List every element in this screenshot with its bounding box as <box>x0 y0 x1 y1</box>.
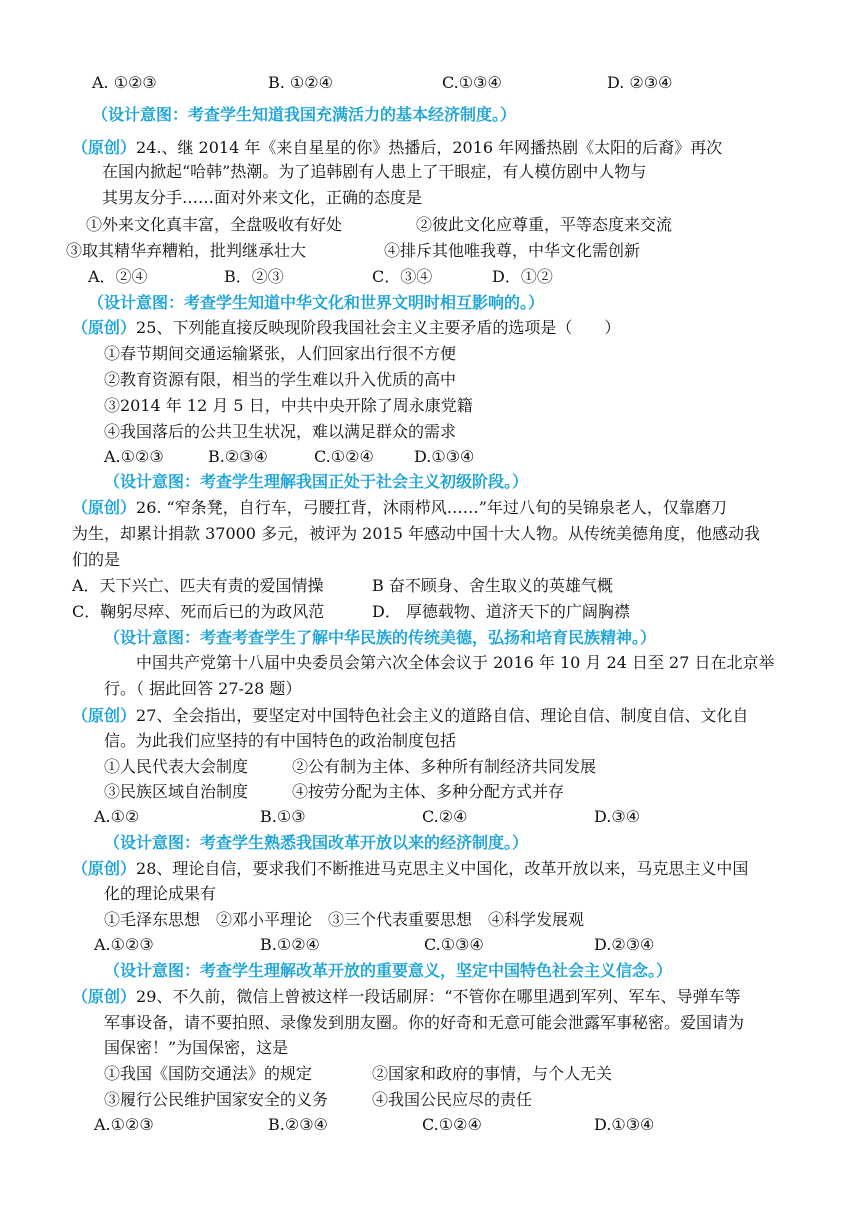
q26-tag: （原创） <box>72 498 137 517</box>
q23-option-c: C.①③④ <box>442 73 502 92</box>
q23-options <box>92 72 792 94</box>
q26-option-d: D． 厚德载物、道济天下的广阔胸襟 <box>372 602 630 621</box>
q27-statement-3: ③民族区域自治制度 <box>104 782 249 801</box>
q24-statement-3: ③取其精华弃糟粕，批判继承壮大 <box>66 241 307 260</box>
q29-statement-1: ①我国《国防交通法》的规定 <box>104 1064 313 1083</box>
intro-line-2: 行。（ 据此回答 27-28 题） <box>104 679 302 698</box>
q26-option-c: C．鞠躬尽瘁、死而后已的为政风范 <box>72 602 325 621</box>
q29-statement-2: ②国家和政府的事情，与个人无关 <box>372 1064 613 1083</box>
q25-option-c: C.①②④ <box>314 447 374 466</box>
q26-design-note: （设计意图：考查考查学生了解中华民族的传统美德，弘扬和培育民族精神。） <box>104 628 657 647</box>
q27-option-c: C.②④ <box>422 807 468 826</box>
q24-option-c: C．③④ <box>372 267 433 286</box>
q28-options <box>94 934 794 956</box>
q29-option-b: B.②③④ <box>268 1115 328 1134</box>
q25-options <box>104 446 604 468</box>
q25-statement-1: ①春节期间交通运输紧张，人们回家出行很不方便 <box>104 344 457 363</box>
q25-design-note: （设计意图：考查学生理解我国正处于社会主义初级阶段。） <box>104 472 529 491</box>
q27-statement-4: ④按劳分配为主体、多种分配方式并存 <box>292 782 565 801</box>
q27-statement-1: ①人民代表大会制度 <box>104 757 249 776</box>
q25-statement-2: ②教育资源有限，相当的学生难以升入优质的高中 <box>104 370 457 389</box>
q27-stem-line-1: （原创）27、全会指出，要坚定对中国特色社会主义的道路自信、理论自信、制度自信、文化自 <box>72 706 749 725</box>
q29-option-c: C.①②④ <box>422 1115 482 1134</box>
q25-option-b: B.②③④ <box>208 447 268 466</box>
q25-statement-3: ③2014 年 12 月 5 日，中共中央开除了周永康党籍 <box>104 396 473 415</box>
q29-options <box>94 1114 794 1136</box>
q25-option-a: A.①②③ <box>104 447 164 466</box>
q24-tag: （原创） <box>72 138 137 157</box>
q29-option-d: D.①③④ <box>594 1115 655 1134</box>
q28-stem-line-1: （原创）28、理论自信，要求我们不断推进马克思主义中国化，改革开放以来，马克思主义中国 <box>72 859 749 878</box>
q24-statement-1: ①外来文化真丰富，全盘吸收有好处 <box>86 215 343 234</box>
q29-option-a: A.①②③ <box>94 1115 154 1134</box>
q28-stem-line-2: 化的理论成果有 <box>104 884 217 903</box>
q28-option-a: A.①②③ <box>94 935 154 954</box>
q26-stem-line-2: 为生，却累计捐款 37000 多元，被评为 2015 年感动中国十大人物。从传统美德角度，他感动我 <box>72 524 760 543</box>
q24-option-b: B．②③ <box>224 267 284 286</box>
q24-stem-line-3: 其男友分手……面对外来文化，正确的态度是 <box>102 188 423 207</box>
intro-line-1: 中国共产党第十八届中央委员会第六次全体会议于 2016 年 10 月 24 日至 27 日在北京举 <box>136 653 775 672</box>
q25-tag: （原创） <box>72 318 137 337</box>
q28-tag: （原创） <box>72 859 137 878</box>
q27-design-note: （设计意图：考查学生熟悉我国改革开放以来的经济制度。） <box>104 833 529 852</box>
q24-stem-line-2: 在国内掀起“哈韩”热潮。为了追韩剧有人患上了干眼症，有人模仿剧中人物与 <box>102 162 647 181</box>
q24-option-a: A．②④ <box>88 267 148 286</box>
q29-stem-line-1: （原创）29、不久前，微信上曾被这样一段话刷屏：“不管你在哪里遇到军列、军车、导弹车等 <box>72 987 741 1006</box>
q23-option-b: B. ①②④ <box>268 73 333 92</box>
q25-stem: （原创）25、下列能直接反映现阶段我国社会主义主要矛盾的选项是（ ） <box>72 318 621 337</box>
q23-design-note: （设计意图：考查学生知道我国充满活力的基本经济制度。） <box>92 105 517 124</box>
q29-statement-3: ③履行公民维护国家安全的义务 <box>104 1090 329 1109</box>
q25-option-d: D.①③④ <box>414 447 475 466</box>
q26-option-b: B 奋不顾身、舍生取义的英雄气概 <box>372 576 613 595</box>
q28-option-c: C.①③④ <box>424 935 484 954</box>
q29-tag: （原创） <box>72 987 137 1006</box>
q27-option-d: D.③④ <box>594 807 641 826</box>
q24-option-d: D．①② <box>492 267 553 286</box>
q26-option-a: A．天下兴亡、匹夫有责的爱国情操 <box>72 576 324 595</box>
q28-design-note: （设计意图：考查学生理解改革开放的重要意义，坚定中国特色社会主义信念。） <box>104 961 673 980</box>
q27-options <box>94 806 794 828</box>
q24-options <box>88 266 688 288</box>
q28-statements: ①毛泽东思想 ②邓小平理论 ③三个代表重要思想 ④科学发展观 <box>104 910 585 929</box>
q27-statement-2: ②公有制为主体、多种所有制经济共同发展 <box>292 757 597 776</box>
q28-option-d: D.②③④ <box>594 935 655 954</box>
q27-option-a: A.①② <box>94 807 140 826</box>
q29-statement-4: ④我国公民应尽的责任 <box>372 1090 533 1109</box>
q24-statement-4: ④排斥其他唯我尊，中华文化需创新 <box>384 241 641 260</box>
q28-option-b: B.①②④ <box>260 935 320 954</box>
q27-stem-line-2: 信。为此我们应坚持的有中国特色的政治制度包括 <box>104 731 457 750</box>
q25-statement-4: ④我国落后的公共卫生状况，难以满足群众的需求 <box>104 422 457 441</box>
q23-option-d: D. ②③④ <box>607 73 673 92</box>
q29-stem-line-3: 国保密！”为国保密，这是 <box>104 1038 289 1057</box>
q23-option-a: A. ①②③ <box>92 73 157 92</box>
q24-design-note: （设计意图：考查学生知道中华文化和世界文明时相互影响的。） <box>88 293 545 312</box>
q24-stem-line-1: （原创）24.、继 2014 年《来自星星的你》热播后，2016 年网播热剧《太阳的后裔》再次 <box>72 138 723 157</box>
q27-tag: （原创） <box>72 706 137 725</box>
q24-statement-2: ②彼此文化应尊重，平等态度来交流 <box>416 215 673 234</box>
q27-option-b: B.①③ <box>260 807 306 826</box>
q26-stem-line-3: 们的是 <box>72 550 121 569</box>
q29-stem-line-2: 军事设备，请不要拍照、录像发到朋友圈。你的好奇和无意可能会泄露军事秘密。爱国请为 <box>104 1013 745 1032</box>
q26-stem-line-1: （原创）26. “窄条凳，自行车，弓腰扛背，沐雨栉风……”年过八旬的吴锦泉老人，仅靠磨刀 <box>72 498 727 517</box>
